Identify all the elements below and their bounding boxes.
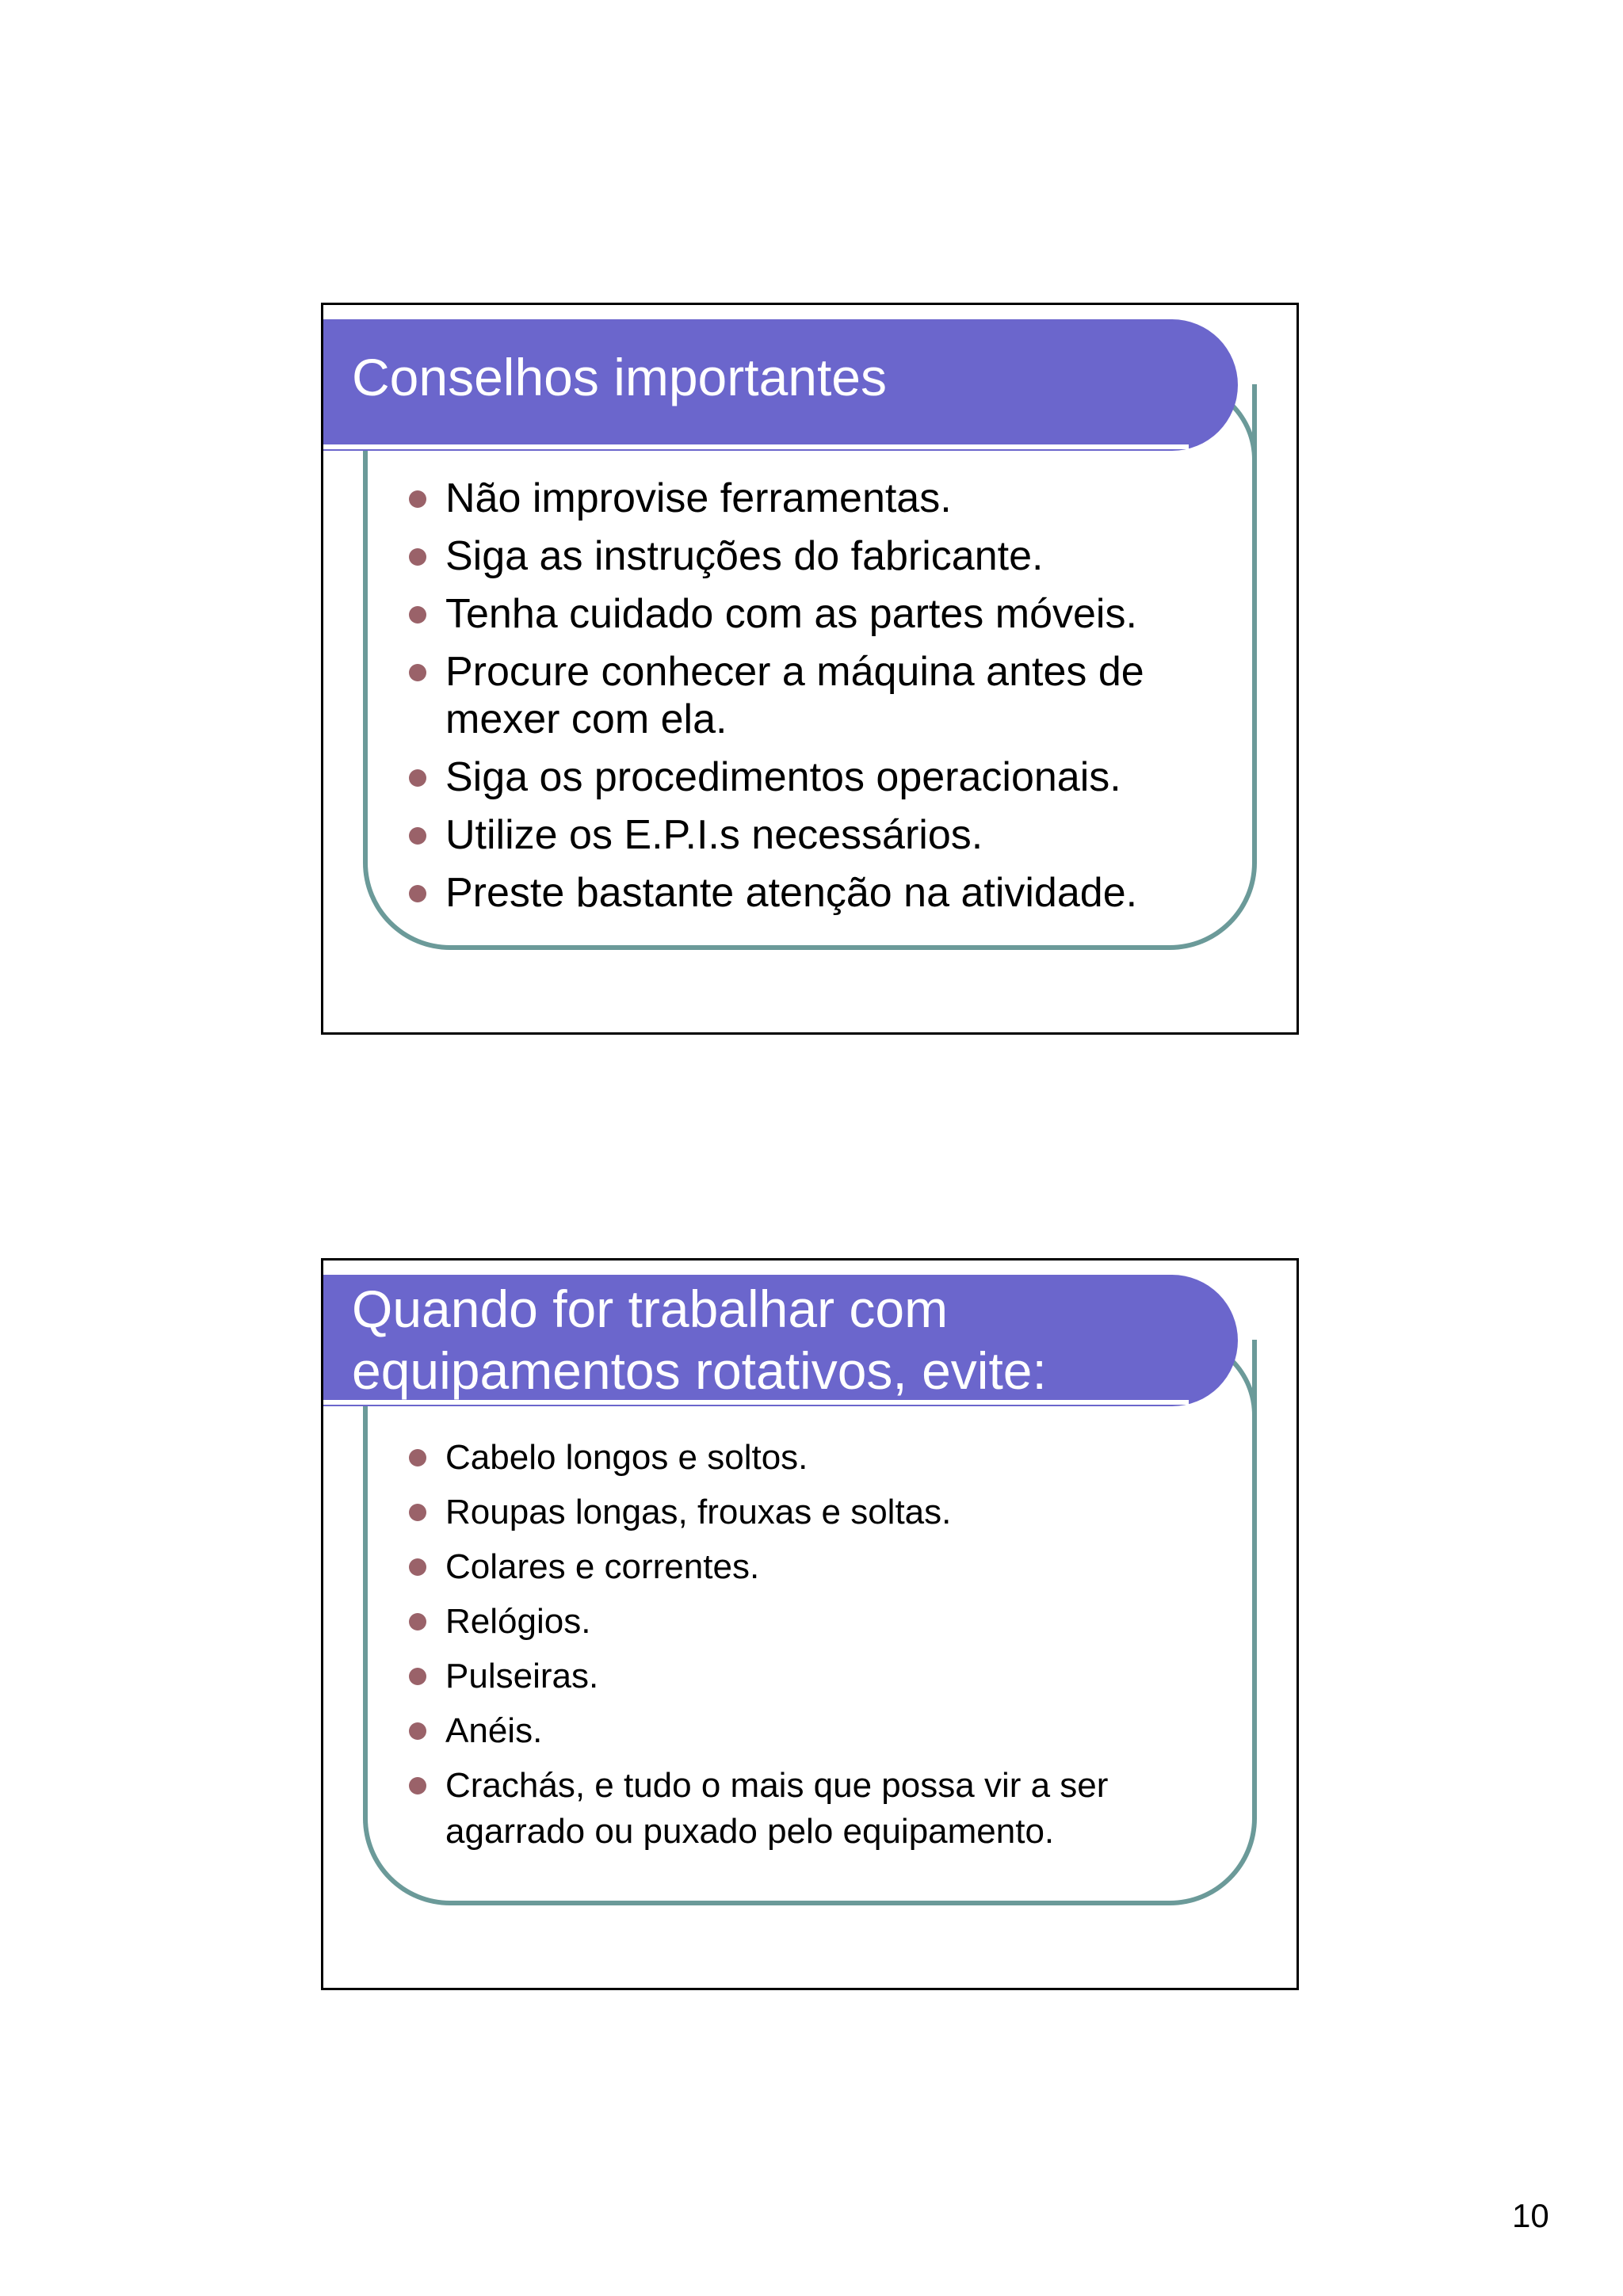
bullet-text: Colares e correntes.: [445, 1547, 760, 1586]
bullet-dot-icon: [409, 1613, 426, 1630]
list-item: [401, 590, 1217, 638]
list-item: [401, 532, 1217, 580]
bullet-text: Anéis.: [445, 1711, 543, 1750]
list-item: [401, 811, 1217, 859]
slide-equipamentos-rotativos: [321, 1258, 1299, 1990]
bullet-list: [401, 475, 1217, 927]
bullet-text: Siga os procedimentos operacionais.: [445, 754, 1121, 800]
list-item: [401, 1763, 1217, 1855]
page-number: 10: [1512, 2197, 1549, 2234]
bullet-dot-icon: [409, 1449, 426, 1466]
bullet-dot-icon: [409, 548, 426, 566]
bullet-text: Siga as instruções do fabricante.: [445, 533, 1044, 579]
slide-title: Quando for trabalhar com equipamentos rotativos, evite:: [352, 1280, 1047, 1400]
list-item: [401, 475, 1217, 522]
bullet-dot-icon: [409, 1777, 426, 1794]
list-item: [401, 1708, 1217, 1754]
bullet-text: Relógios.: [445, 1602, 591, 1641]
bullet-text: Cabelo longos e soltos.: [445, 1438, 808, 1477]
bullet-dot-icon: [409, 885, 426, 902]
bullet-text: Não improvise ferramentas.: [445, 475, 952, 521]
list-item: [401, 869, 1217, 917]
title-underline: [323, 444, 1189, 449]
slide-conselhos-importantes: [321, 303, 1299, 1035]
bullet-text: Procure conhecer a máquina antes de mexer com ela.: [445, 649, 1144, 742]
bullet-dot-icon: [409, 1668, 426, 1685]
bullet-dot-icon: [409, 1504, 426, 1521]
list-item: [401, 648, 1217, 743]
bullet-text: Utilize os E.P.I.s necessários.: [445, 812, 983, 858]
bullet-dot-icon: [409, 490, 426, 508]
bullet-dot-icon: [409, 769, 426, 787]
bullet-dot-icon: [409, 1722, 426, 1740]
list-item: [401, 1544, 1217, 1590]
list-item: [401, 1653, 1217, 1699]
bullet-list: [401, 1435, 1217, 1863]
list-item: [401, 1599, 1217, 1645]
bullet-text: Roupas longas, frouxas e soltas.: [445, 1493, 952, 1531]
bullet-text: Pulseiras.: [445, 1657, 599, 1695]
list-item: [401, 753, 1217, 801]
bullet-dot-icon: [409, 664, 426, 681]
bullet-dot-icon: [409, 606, 426, 624]
list-item: [401, 1489, 1217, 1535]
bullet-dot-icon: [409, 827, 426, 845]
slide-title: Conselhos importantes: [352, 348, 888, 406]
bullet-dot-icon: [409, 1558, 426, 1576]
bullet-text: Tenha cuidado com as partes móveis.: [445, 591, 1137, 637]
bullet-text: Crachás, e tudo o mais que possa vir a ser agarrado ou puxado pelo equipamento.: [445, 1766, 1109, 1851]
list-item: [401, 1435, 1217, 1481]
bullet-text: Preste bastante atenção na atividade.: [445, 870, 1138, 916]
